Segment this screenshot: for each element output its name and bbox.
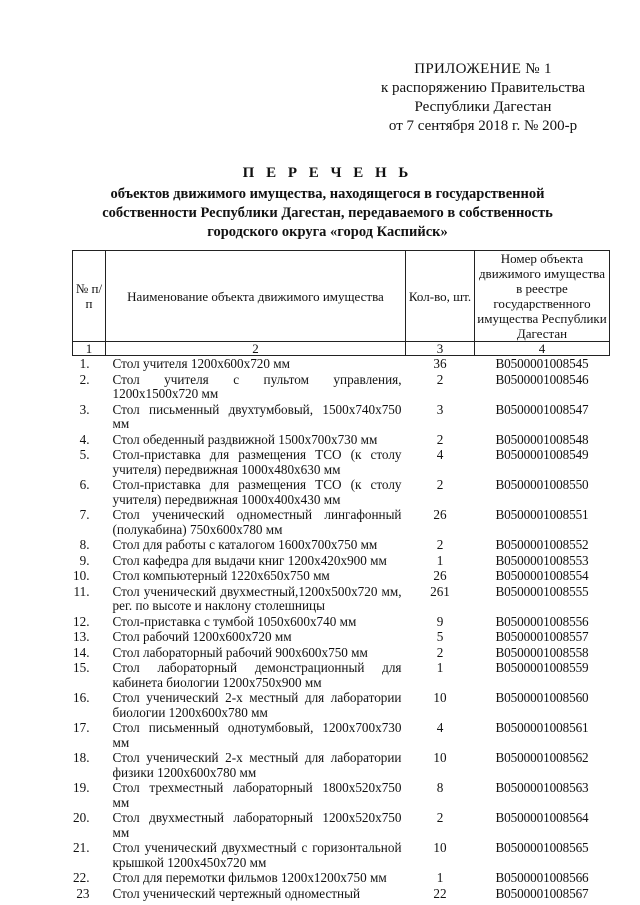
row-name: Стол трехместный лабораторный 1800х520х750 мм bbox=[112, 780, 402, 810]
appendix-line-4: от 7 сентября 2018 г. № 200-р bbox=[388, 118, 578, 134]
row-name: Стол-приставка для размещения ТСО (к столу учителя) передвижная 1000х480х630 мм bbox=[112, 447, 402, 477]
document-heading bbox=[60, 165, 595, 242]
row-number: 8. bbox=[79, 537, 90, 552]
appendix-line-2: к распоряжению Правительства bbox=[380, 80, 585, 96]
row-registry-number: B0500001008559 bbox=[495, 660, 589, 675]
row-registry-number: B0500001008562 bbox=[495, 750, 589, 765]
table-row bbox=[73, 568, 610, 584]
table-header-row bbox=[73, 251, 610, 342]
row-number: 5. bbox=[79, 447, 90, 462]
row-name: Стол учителя 1200х600х720 мм bbox=[112, 356, 290, 371]
table-row bbox=[73, 840, 610, 870]
row-quantity: 1 bbox=[436, 870, 444, 885]
col-number-4: 4 bbox=[475, 342, 610, 356]
row-number: 19. bbox=[73, 780, 90, 795]
table-body bbox=[73, 356, 610, 902]
row-name: Стол лабораторный рабочий 900х600х750 мм bbox=[112, 644, 368, 660]
table-row bbox=[73, 614, 610, 630]
table-row bbox=[73, 690, 610, 720]
row-quantity: 2 bbox=[436, 477, 444, 492]
row-quantity: 36 bbox=[433, 356, 447, 371]
row-number: 14. bbox=[73, 644, 90, 660]
row-name: Стол-приставка для размещения ТСО (к столу учителя) передвижная 1000х400х430 мм bbox=[112, 477, 402, 507]
row-quantity: 9 bbox=[436, 613, 444, 629]
table-row bbox=[73, 356, 610, 372]
row-name: Стол ученический одноместный лингафонный (полукабина) 750х600х780 мм bbox=[112, 507, 402, 537]
row-quantity: 2 bbox=[436, 810, 444, 825]
header-name: Наименование объекта движимого имущества bbox=[106, 251, 406, 342]
heading-line-3: городского округа «город Каспийск» bbox=[207, 224, 448, 240]
heading-line-1: объектов движимого имущества, находящегося в государственной bbox=[110, 186, 545, 202]
table-row bbox=[73, 645, 610, 661]
col-number-2: 2 bbox=[106, 342, 406, 356]
heading-line-2: собственности Республики Дагестан, передаваемого в собственность bbox=[102, 205, 553, 221]
row-registry-number: B0500001008551 bbox=[495, 507, 589, 522]
table-row bbox=[73, 629, 610, 645]
table-row bbox=[73, 372, 610, 402]
table-row bbox=[73, 432, 610, 448]
table-row bbox=[73, 584, 610, 614]
column-number-row bbox=[73, 342, 610, 356]
row-name: Стол для работы с каталогом 1600х700х750 мм bbox=[112, 537, 378, 552]
table-row bbox=[73, 886, 610, 902]
row-number: 11. bbox=[73, 583, 90, 599]
row-registry-number: B0500001008564 bbox=[495, 810, 589, 825]
row-number: 15. bbox=[73, 660, 90, 675]
row-name: Стол ученический 2-х местный для лаборатории биологии 1200х600х780 мм bbox=[112, 690, 402, 720]
row-registry-number: B0500001008560 bbox=[495, 690, 589, 705]
row-registry-number: B0500001008558 bbox=[495, 644, 589, 660]
row-quantity: 26 bbox=[433, 507, 447, 522]
row-registry-number: B0500001008554 bbox=[495, 568, 589, 583]
table-row bbox=[73, 660, 610, 690]
heading-title: П Е Р Е Ч Е Н Ь bbox=[242, 165, 413, 181]
row-number: 18. bbox=[73, 750, 90, 765]
row-registry-number: B0500001008556 bbox=[495, 613, 589, 629]
row-number: 21. bbox=[73, 840, 90, 855]
row-registry-number: B0500001008550 bbox=[495, 477, 589, 492]
row-name: Стол ученический 2-х местный для лаборатории физики 1200х600х780 мм bbox=[112, 750, 402, 780]
row-number: 10. bbox=[73, 568, 90, 583]
row-name: Стол кафедра для выдачи книг 1200х420х900 мм bbox=[112, 552, 387, 568]
row-registry-number: B0500001008565 bbox=[495, 840, 589, 855]
table-row bbox=[73, 750, 610, 780]
row-quantity: 10 bbox=[433, 750, 447, 765]
row-quantity: 5 bbox=[436, 629, 444, 644]
row-quantity: 22 bbox=[433, 885, 447, 901]
appendix-block bbox=[381, 60, 585, 136]
row-name: Стол письменный однотумбовый, 1200х700х730 мм bbox=[112, 720, 402, 750]
row-number: 4. bbox=[79, 431, 90, 447]
row-name: Стол лабораторный демонстрационный для кабинета биологии 1200х750х900 мм bbox=[112, 660, 402, 690]
row-number: 6. bbox=[79, 477, 90, 492]
appendix-title: ПРИЛОЖЕНИЕ № 1 bbox=[414, 61, 552, 77]
row-number: 2. bbox=[79, 371, 90, 387]
items-table bbox=[72, 250, 610, 901]
row-registry-number: B0500001008557 bbox=[495, 629, 589, 644]
header-qty: Кол-во, шт. bbox=[406, 251, 475, 342]
row-quantity: 2 bbox=[436, 371, 444, 387]
row-registry-number: B0500001008561 bbox=[495, 720, 589, 735]
row-registry-number: B0500001008545 bbox=[495, 356, 589, 371]
row-number: 20. bbox=[73, 810, 90, 825]
table-row bbox=[73, 810, 610, 840]
row-registry-number: B0500001008566 bbox=[495, 870, 589, 885]
table-row bbox=[73, 447, 610, 477]
row-quantity: 4 bbox=[436, 720, 444, 735]
row-name: Стол ученический двухместный с горизонтальной крышкой 1200х450х720 мм bbox=[112, 840, 402, 870]
header-id: Номер объекта движимого имущества в реестре государственного имущества Республики Дагестан bbox=[475, 251, 610, 342]
row-registry-number: B0500001008563 bbox=[495, 780, 589, 795]
row-name: Стол компьютерный 1220х650х750 мм bbox=[112, 568, 330, 583]
row-number: 1. bbox=[79, 356, 90, 371]
row-quantity: 2 bbox=[436, 537, 444, 552]
row-registry-number: B0500001008553 bbox=[495, 552, 589, 568]
row-name: Стол для перемотки фильмов 1200х1200х750 мм bbox=[112, 870, 387, 885]
row-quantity: 10 bbox=[433, 840, 447, 855]
appendix-line-3: Республики Дагестан bbox=[414, 99, 552, 115]
row-name: Стол рабочий 1200х600х720 мм bbox=[112, 629, 292, 644]
row-quantity: 4 bbox=[436, 447, 444, 462]
row-name: Стол письменный двухтумбовый, 1500х740х750 мм bbox=[112, 401, 402, 431]
row-quantity: 2 bbox=[436, 644, 444, 660]
row-registry-number: B0500001008547 bbox=[495, 401, 589, 417]
row-number: 3. bbox=[79, 401, 90, 417]
row-number: 17. bbox=[73, 720, 90, 735]
row-quantity: 3 bbox=[436, 401, 444, 417]
row-name: Стол учителя с пультом управления, 1200х1500х720 мм bbox=[112, 371, 402, 401]
row-registry-number: B0500001008555 bbox=[495, 583, 589, 599]
row-registry-number: B0500001008567 bbox=[495, 885, 589, 901]
row-name: Стол обеденный раздвижной 1500х700х730 мм bbox=[112, 431, 378, 447]
table-row bbox=[73, 507, 610, 537]
table-row bbox=[73, 553, 610, 569]
table-row bbox=[73, 720, 610, 750]
row-registry-number: B0500001008549 bbox=[495, 447, 589, 462]
row-registry-number: B0500001008546 bbox=[495, 371, 589, 387]
col-number-3: 3 bbox=[406, 342, 475, 356]
col-number-1: 1 bbox=[73, 342, 106, 356]
row-number: 9. bbox=[79, 552, 90, 568]
row-name: Стол двухместный лабораторный 1200х520х750 мм bbox=[112, 810, 402, 840]
table-row bbox=[73, 402, 610, 432]
row-number: 16. bbox=[73, 690, 90, 705]
row-number: 12. bbox=[73, 613, 90, 629]
row-quantity: 1 bbox=[436, 552, 444, 568]
header-no: № п/п bbox=[73, 251, 106, 342]
table-row bbox=[73, 477, 610, 507]
table-row bbox=[73, 870, 610, 886]
row-name: Стол ученический двухместный,1200х500х720 мм, рег. по высоте и наклону столешницы bbox=[112, 583, 402, 613]
row-quantity: 26 bbox=[433, 568, 447, 583]
row-number: 13. bbox=[73, 629, 90, 644]
row-number: 7. bbox=[79, 507, 90, 522]
row-name: Стол-приставка с тумбой 1050х600х740 мм bbox=[112, 613, 357, 629]
row-registry-number: B0500001008552 bbox=[495, 537, 589, 552]
row-number: 22. bbox=[73, 870, 90, 885]
row-number: 23 bbox=[76, 885, 90, 901]
row-quantity: 10 bbox=[433, 690, 447, 705]
row-quantity: 261 bbox=[430, 583, 450, 599]
row-quantity: 2 bbox=[436, 431, 444, 447]
table-row bbox=[73, 780, 610, 810]
table-row bbox=[73, 537, 610, 553]
row-quantity: 1 bbox=[436, 660, 444, 675]
row-quantity: 8 bbox=[436, 780, 444, 795]
row-registry-number: B0500001008548 bbox=[495, 431, 589, 447]
row-name: Стол ученический чертежный одноместный bbox=[112, 885, 361, 901]
